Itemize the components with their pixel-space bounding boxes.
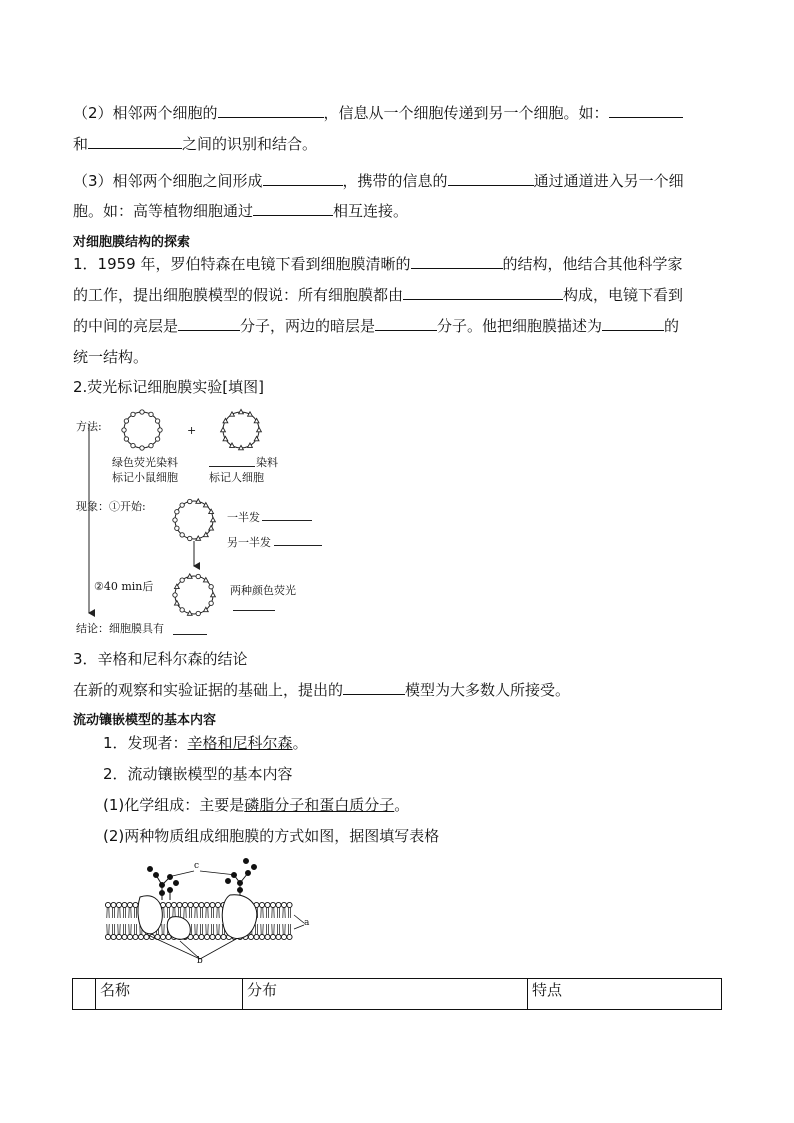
phospholipid-head xyxy=(116,934,121,939)
method-label: 方法: xyxy=(76,420,102,433)
phospholipid-head xyxy=(265,934,270,939)
marker-circle xyxy=(209,601,213,605)
table-header-distribution: 分布 xyxy=(243,979,528,1010)
phospholipid-head xyxy=(287,934,292,939)
phospholipid-head xyxy=(281,934,286,939)
marker-triangle xyxy=(223,436,228,440)
phospholipid-head xyxy=(265,902,270,907)
marker-circle xyxy=(149,412,153,416)
half1-label: 一半发 xyxy=(227,511,260,524)
marker-circle xyxy=(173,593,177,597)
label-b: b xyxy=(197,956,203,966)
phospholipid-head xyxy=(281,902,286,907)
fluid-sub-2: (2)两种物质组成细胞膜的方式如图，据图填写表格 xyxy=(103,827,440,845)
blank-field[interactable] xyxy=(343,680,405,695)
phospholipid-head xyxy=(276,902,281,907)
marker-triangle xyxy=(196,499,201,503)
marker-circle xyxy=(196,611,200,615)
marker-triangle xyxy=(239,409,244,413)
marker-triangle xyxy=(203,578,208,582)
phospholipid-head xyxy=(270,902,275,907)
phospholipid-head xyxy=(210,934,215,939)
phospholipid-head xyxy=(259,934,264,939)
marker-circle xyxy=(180,533,184,537)
two-colors-blank[interactable] xyxy=(233,610,275,611)
text: (1)化学组成：主要是 xyxy=(103,796,245,814)
phospholipid-head xyxy=(122,934,127,939)
human-cell-label: 标记人细胞 xyxy=(209,471,264,484)
phospholipid-head xyxy=(133,902,138,907)
marker-triangle xyxy=(174,601,179,605)
phospholipid-head xyxy=(122,902,127,907)
phospholipid-head xyxy=(215,902,220,907)
marker-triangle xyxy=(209,509,214,513)
phospholipid-head xyxy=(204,902,209,907)
two-colors-label: 两种颜色荧光 xyxy=(230,584,296,597)
marker-triangle xyxy=(211,592,216,596)
marker-triangle xyxy=(211,517,216,521)
marker-triangle xyxy=(196,536,201,540)
text: ，携带的信息的 xyxy=(342,172,448,190)
phospholipid-head xyxy=(111,902,116,907)
phospholipid-head xyxy=(204,934,209,939)
text: （3）相邻两个细胞之间形成 xyxy=(73,172,263,190)
paragraph-2-line1 xyxy=(73,103,683,123)
phospholipid-head xyxy=(210,902,215,907)
marker-triangle xyxy=(230,412,235,416)
label-c: c xyxy=(194,861,200,871)
text: 构成，电镜下看到 xyxy=(563,286,684,304)
text: 的 xyxy=(664,317,680,335)
marker-circle xyxy=(173,518,177,522)
protein-left xyxy=(138,896,162,934)
marker-circle xyxy=(188,536,192,540)
dye-color-blank[interactable] xyxy=(209,466,255,467)
text: 之间的识别和结合。 xyxy=(182,135,318,153)
text: 的工作，提出细胞膜模型的假说：所有细胞膜都由 xyxy=(73,286,404,304)
section-heading-fluid-mosaic: 流动镶嵌模型的基本内容 xyxy=(73,713,217,728)
membrane-components-table xyxy=(72,978,722,1010)
cell-outline xyxy=(223,412,259,448)
marker-triangle xyxy=(257,427,262,431)
label-a: a xyxy=(304,918,310,928)
plus-sign: + xyxy=(187,424,197,437)
cell-outline xyxy=(124,412,160,448)
blank-field[interactable] xyxy=(448,171,534,186)
phospholipid-head xyxy=(105,902,110,907)
phospholipid-head xyxy=(127,934,132,939)
question-1-line2 xyxy=(73,285,683,305)
marker-triangle xyxy=(187,611,192,615)
marker-circle xyxy=(124,437,128,441)
membrane-diagram-art xyxy=(100,855,315,967)
text: 分子。他把细胞膜描述为 xyxy=(437,317,603,335)
after-40-min-label: ②40 min后 xyxy=(94,580,154,593)
marker-triangle xyxy=(248,412,253,416)
membrane-diagram xyxy=(100,855,315,967)
marker-circle xyxy=(196,574,200,578)
marker-triangle xyxy=(239,445,244,449)
marker-circle xyxy=(131,412,135,416)
text: 1．发现者： xyxy=(103,734,188,752)
phenomenon-label: 现象：①开始: xyxy=(76,500,146,513)
marker-triangle xyxy=(187,574,192,578)
blank-field[interactable] xyxy=(375,316,437,331)
marker-circle xyxy=(180,608,184,612)
text: （2）相邻两个细胞的 xyxy=(73,104,218,122)
marker-circle xyxy=(155,419,159,423)
marker-circle xyxy=(124,419,128,423)
phospholipid-head xyxy=(182,902,187,907)
fluorescence-figure-art xyxy=(70,408,370,640)
marker-triangle xyxy=(221,427,226,431)
phospholipid-head xyxy=(177,902,182,907)
fluid-item-1 xyxy=(103,733,308,753)
text: 通过通道进入另一个细 xyxy=(533,172,684,190)
question-3-text xyxy=(73,680,570,700)
text: 。 xyxy=(292,734,308,752)
phospholipid-head xyxy=(111,934,116,939)
question-1-line3 xyxy=(73,316,679,336)
phospholipid-head xyxy=(116,902,121,907)
fluid-sub-1 xyxy=(103,795,409,815)
phospholipid-head xyxy=(270,934,275,939)
phospholipid-head xyxy=(199,902,204,907)
phospholipid-head xyxy=(276,934,281,939)
phospholipid-head xyxy=(166,902,171,907)
table-cell-empty xyxy=(73,979,96,1010)
table-header-name: 名称 xyxy=(96,979,243,1010)
half1-blank[interactable] xyxy=(262,520,312,521)
text: ，信息从一个细胞传递到另一个细胞。如： xyxy=(323,104,609,122)
phospholipid-head xyxy=(259,902,264,907)
table-header-features: 特点 xyxy=(528,979,722,1010)
blank-field[interactable] xyxy=(253,201,333,216)
marker-circle xyxy=(122,428,126,432)
blank-field[interactable] xyxy=(602,316,664,331)
half2-blank[interactable] xyxy=(274,545,322,546)
marker-circle xyxy=(180,503,184,507)
blank-field[interactable] xyxy=(403,285,563,300)
phospholipid-head xyxy=(160,934,165,939)
marker-circle xyxy=(175,526,179,530)
blank-field[interactable] xyxy=(411,254,503,269)
text: 。 xyxy=(394,796,410,814)
marker-circle xyxy=(188,499,192,503)
phospholipid-head xyxy=(199,934,204,939)
protein-center xyxy=(167,917,190,940)
question-2-title: 2.荧光标记细胞膜实验[填图] xyxy=(73,378,265,396)
text: 和 xyxy=(73,135,89,153)
phospholipid-head xyxy=(254,934,259,939)
text: 分子，两边的暗层是 xyxy=(240,317,376,335)
text: 的结构，他结合其他科学家 xyxy=(502,255,683,273)
question-1-line4: 统一结构。 xyxy=(73,348,149,366)
text: 1．1959 年，罗伯特森在电镜下看到细胞膜清晰的 xyxy=(73,255,411,273)
phospholipid-head xyxy=(215,934,220,939)
marker-triangle xyxy=(209,526,214,530)
paragraph-3-line2 xyxy=(73,201,408,221)
fluid-item-2: 2．流动镶嵌模型的基本内容 xyxy=(103,765,293,783)
green-dye-label-line1: 绿色荧光染料 xyxy=(112,456,178,469)
text: 的中间的亮层是 xyxy=(73,317,179,335)
phospholipid-head xyxy=(248,934,253,939)
marker-circle xyxy=(175,510,179,514)
blank-field[interactable] xyxy=(88,134,182,149)
fluorescence-experiment-figure xyxy=(70,408,370,640)
marker-circle xyxy=(140,446,144,450)
text: 相互连接。 xyxy=(333,202,409,220)
marker-circle xyxy=(158,428,162,432)
paragraph-2-line2 xyxy=(73,134,317,154)
phospholipid-head xyxy=(193,934,198,939)
marker-circle xyxy=(149,443,153,447)
discoverer-answer: 辛格和尼科尔森 xyxy=(187,734,293,752)
marker-triangle xyxy=(174,584,179,588)
text: 胞。如：高等植物细胞通过 xyxy=(73,202,254,220)
marker-circle xyxy=(209,585,213,589)
marker-triangle xyxy=(248,443,253,447)
blank-field[interactable] xyxy=(263,171,343,186)
marker-triangle xyxy=(230,443,235,447)
phospholipid-head xyxy=(138,934,143,939)
green-dye-label-line2: 标记小鼠细胞 xyxy=(112,471,178,484)
glycoprotein-chain-left xyxy=(148,867,179,901)
marker-triangle xyxy=(203,503,208,507)
phospholipid-head xyxy=(105,934,110,939)
blank-field[interactable] xyxy=(178,316,240,331)
phospholipid-head xyxy=(193,902,198,907)
marker-circle xyxy=(140,410,144,414)
phospholipid-head xyxy=(221,934,226,939)
marker-circle xyxy=(180,578,184,582)
text: 模型为大多数人所接受。 xyxy=(405,681,571,699)
marker-circle xyxy=(131,443,135,447)
phospholipid-head xyxy=(133,934,138,939)
table-header-row xyxy=(73,979,722,1010)
glycoprotein-chain-right xyxy=(226,859,257,898)
section-heading-membrane-exploration: 对细胞膜结构的探索 xyxy=(73,235,191,250)
marker-triangle xyxy=(254,436,259,440)
marker-circle xyxy=(155,437,159,441)
blank-field[interactable] xyxy=(218,103,324,118)
phospholipid-head xyxy=(188,902,193,907)
conclusion-label: 结论：细胞膜具有 xyxy=(76,622,164,635)
question-3-title: 3．辛格和尼科尔森的结论 xyxy=(73,650,248,668)
paragraph-3-line1 xyxy=(73,171,684,191)
dye-label: 染料 xyxy=(256,456,278,469)
chemical-composition-answer: 磷脂分子和蛋白质分子 xyxy=(244,796,395,814)
half2-label: 另一半发 xyxy=(227,536,271,549)
blank-field[interactable] xyxy=(609,103,683,118)
text: 在新的观察和实验证据的基础上，提出的 xyxy=(73,681,344,699)
phospholipid-head xyxy=(287,902,292,907)
phospholipid-head xyxy=(171,902,176,907)
phospholipid-head xyxy=(127,902,132,907)
conclusion-blank[interactable] xyxy=(173,634,207,635)
question-1-line1 xyxy=(73,254,683,274)
